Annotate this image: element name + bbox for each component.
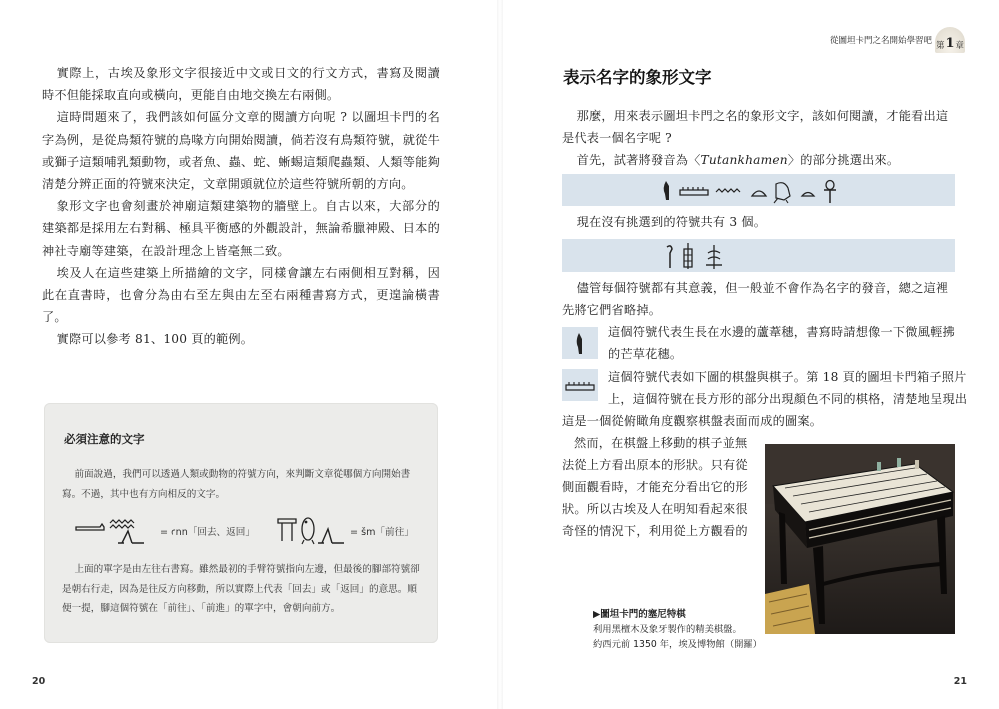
glyph-example-ann (74, 513, 259, 549)
pool-owl-legs-glyph-icon (276, 513, 346, 547)
left-page (0, 0, 499, 709)
arm-water-legs-glyph-icon (74, 515, 156, 545)
note-title: 必須注意的文字 (64, 432, 145, 446)
note-box (44, 403, 438, 643)
paragraph (562, 149, 956, 171)
reed-glyph-icon (562, 327, 598, 359)
note-paragraph: 上面的單字是由左往右書寫。雖然最初的手臂符號指向左邊，但最後的腳部符號卻是朝右行走，因為是往反方向移動，所以實際上代表「回去」或「返回」的意思。順便一提，腳這個符號在「前往」、「前進」的單字中，會朝向前方。 (62, 564, 420, 614)
right-page (500, 0, 999, 709)
page-number-right: 21 (953, 676, 967, 687)
chapter-suffix: 章 (955, 41, 965, 51)
section-heading: 表示名字的象形文字 (563, 68, 712, 87)
glyph-example-shm (276, 513, 436, 549)
reed-glyph-box (562, 327, 598, 359)
senet-board-photo (765, 444, 955, 634)
board-text-line: 這個符號代表如下圖的棋盤與棋子。第 18 頁的圖坦卡門箱子照片 (608, 370, 967, 384)
senet-board-image (765, 444, 955, 634)
chapter-prefix: 第 (935, 41, 945, 51)
reed-text-line: 的芒草花穗。 (608, 347, 683, 361)
leftover-glyph-band (562, 239, 955, 272)
wrap-text-line: 狀。所以古埃及人在明知看起來很 (562, 502, 748, 516)
page-number-left: 20 (32, 676, 46, 687)
board-text-line: 這是一個從俯瞰角度觀察棋盤表面而成的圖案。 (562, 414, 823, 428)
wrap-text-line: 奇怪的情況下，利用從上方觀看的 (562, 524, 748, 538)
photo-caption-line: 利用黑檀木及象牙製作的精美棋盤。 (593, 624, 742, 635)
glyph-example-ann-text: = ꜥnn「回去、返回」 (160, 527, 255, 538)
board-glyph-box (562, 369, 598, 401)
note-paragraph: 前面說過，我們可以透過人類或動物的符號方向，來判斷文章從哪個方向開始書寫。不過，其中也有方向相反的文字。 (62, 469, 411, 500)
senet-board-glyph-icon (562, 369, 598, 401)
paragraph: 實際上，古埃及象形文字很接近中文或日文的行文方式，書寫及閱讀時不但能採取直向或橫向，更能自由地交換左右兩側。 (42, 66, 440, 103)
chapter-number: 1 (945, 36, 955, 51)
paragraph: 埃及人在這些建築上所描繪的文字，同樣會讓左右兩側相互對稱，因此在直書時，也會分為由右至左與由左至右兩種書寫方式，更遑論橫書了。 (42, 265, 440, 325)
leftover-glyphs-icon (562, 239, 955, 272)
text-span: 〉的部分挑選出來。 (787, 153, 900, 167)
glyph-example-shm-text: = šm「前往」 (350, 527, 414, 538)
paragraph: 象形文字也會刻畫於神廟這類建築物的牆壁上。自古以來，大部分的建築都是採用左右對稱、極具平衡感的外觀設計，無論希臘神殿、日本的神社寺廟等建築，在設計理念上皆毫無二致。 (42, 199, 440, 258)
wrap-text-line: 側面觀看時，才能充分看出它的形 (562, 480, 748, 494)
chapter-badge (935, 27, 965, 53)
photo-caption-line: 約西元前 1350 年，埃及博物館（開羅） (593, 639, 763, 650)
running-head (830, 27, 965, 53)
running-head-title: 從圖坦卡門之名開始學習吧 (829, 36, 932, 46)
paragraph: 實際可以參考 81、100 頁的範例。 (56, 332, 254, 347)
text-span: 首先，試著將發音為〈 (576, 153, 701, 167)
reed-text-line: 這個符號代表生長在水邊的蘆葦穗，書寫時請想像一下微風輕拂 (608, 325, 955, 339)
paragraph: 儘管每個符號都有其意義，但一般並不會作為名字的發音，總之這裡先將它們省略掉。 (562, 281, 949, 318)
paragraph: 現在沒有挑選到的符號共有 3 個。 (576, 215, 767, 229)
left-body-text (42, 62, 440, 351)
photo-caption-title: ▶圖坦卡門的塞尼特棋 (593, 609, 686, 620)
paragraph: 這時問題來了，我們該如何區分文章的閱讀方向呢 ? 以圖坦卡門的名字為例，是從鳥類符號的鳥喙方向開始閱讀，倘若沒有鳥類符號，就從牛或獅子這類哺乳類動物，或者魚、蟲、蛇、蜥蜴這類爬蟲類、人類等能夠清楚分辨正面的符號來決定，文章開頭就位於這些符號所朝的方向。 (42, 110, 440, 192)
wrap-text-line: 然而，在棋盤上移動的棋子並無 (574, 436, 748, 450)
tutankhamen-glyphs-icon (562, 174, 955, 206)
pronunciation-text: Tutankhamen (700, 153, 788, 167)
wrap-text-line: 法從上方看出原本的形狀。只有從 (562, 458, 748, 472)
name-glyph-band (562, 174, 955, 206)
paragraph: 那麼，用來表示圖坦卡門之名的象形文字，該如何閱讀，才能看出這是代表一個名字呢 ? (562, 109, 949, 146)
board-text-line: 上，這個符號在長方形的部分出現顏色不同的棋格，清楚地呈現出 (608, 392, 968, 406)
note-glyph-examples (44, 513, 438, 549)
